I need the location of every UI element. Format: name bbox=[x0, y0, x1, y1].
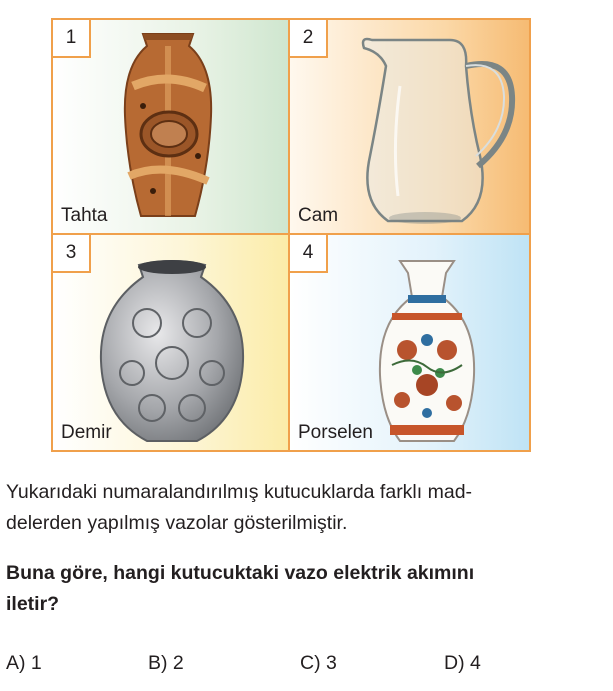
material-label: Porselen bbox=[298, 422, 373, 443]
description-line-1: Yukarıdaki numaralandırılmış kutucuklarda farklı mad- bbox=[6, 481, 473, 503]
box-4-porcelain-vase bbox=[290, 235, 529, 450]
question-line-2: iletir? bbox=[6, 593, 60, 615]
question-line-1: Buna göre, hangi kutucuktaki vazo elektrik akımını bbox=[6, 562, 475, 584]
wooden-vase-image bbox=[113, 26, 223, 226]
material-label: Tahta bbox=[61, 205, 108, 226]
box-number: 1 bbox=[53, 20, 91, 58]
option-c[interactable]: C) 3 bbox=[300, 652, 337, 674]
glass-pitcher-image bbox=[350, 26, 520, 231]
description-line-2: delerden yapılmış vazolar gösterilmiştir. bbox=[6, 512, 348, 534]
material-label: Cam bbox=[298, 205, 339, 226]
box-number: 3 bbox=[53, 235, 91, 273]
box-2-glass-pitcher bbox=[290, 20, 529, 235]
vase-grid bbox=[51, 18, 531, 452]
option-d[interactable]: D) 4 bbox=[444, 652, 481, 674]
option-b[interactable]: B) 2 bbox=[148, 652, 184, 674]
iron-vase-image bbox=[97, 253, 247, 448]
material-label: Demir bbox=[61, 422, 112, 443]
box-3-iron-vase bbox=[53, 235, 290, 450]
box-1-wooden-vase bbox=[53, 20, 290, 235]
box-number: 2 bbox=[290, 20, 328, 58]
box-number: 4 bbox=[290, 235, 328, 273]
option-a[interactable]: A) 1 bbox=[6, 652, 42, 674]
porcelain-vase-image bbox=[372, 255, 482, 450]
